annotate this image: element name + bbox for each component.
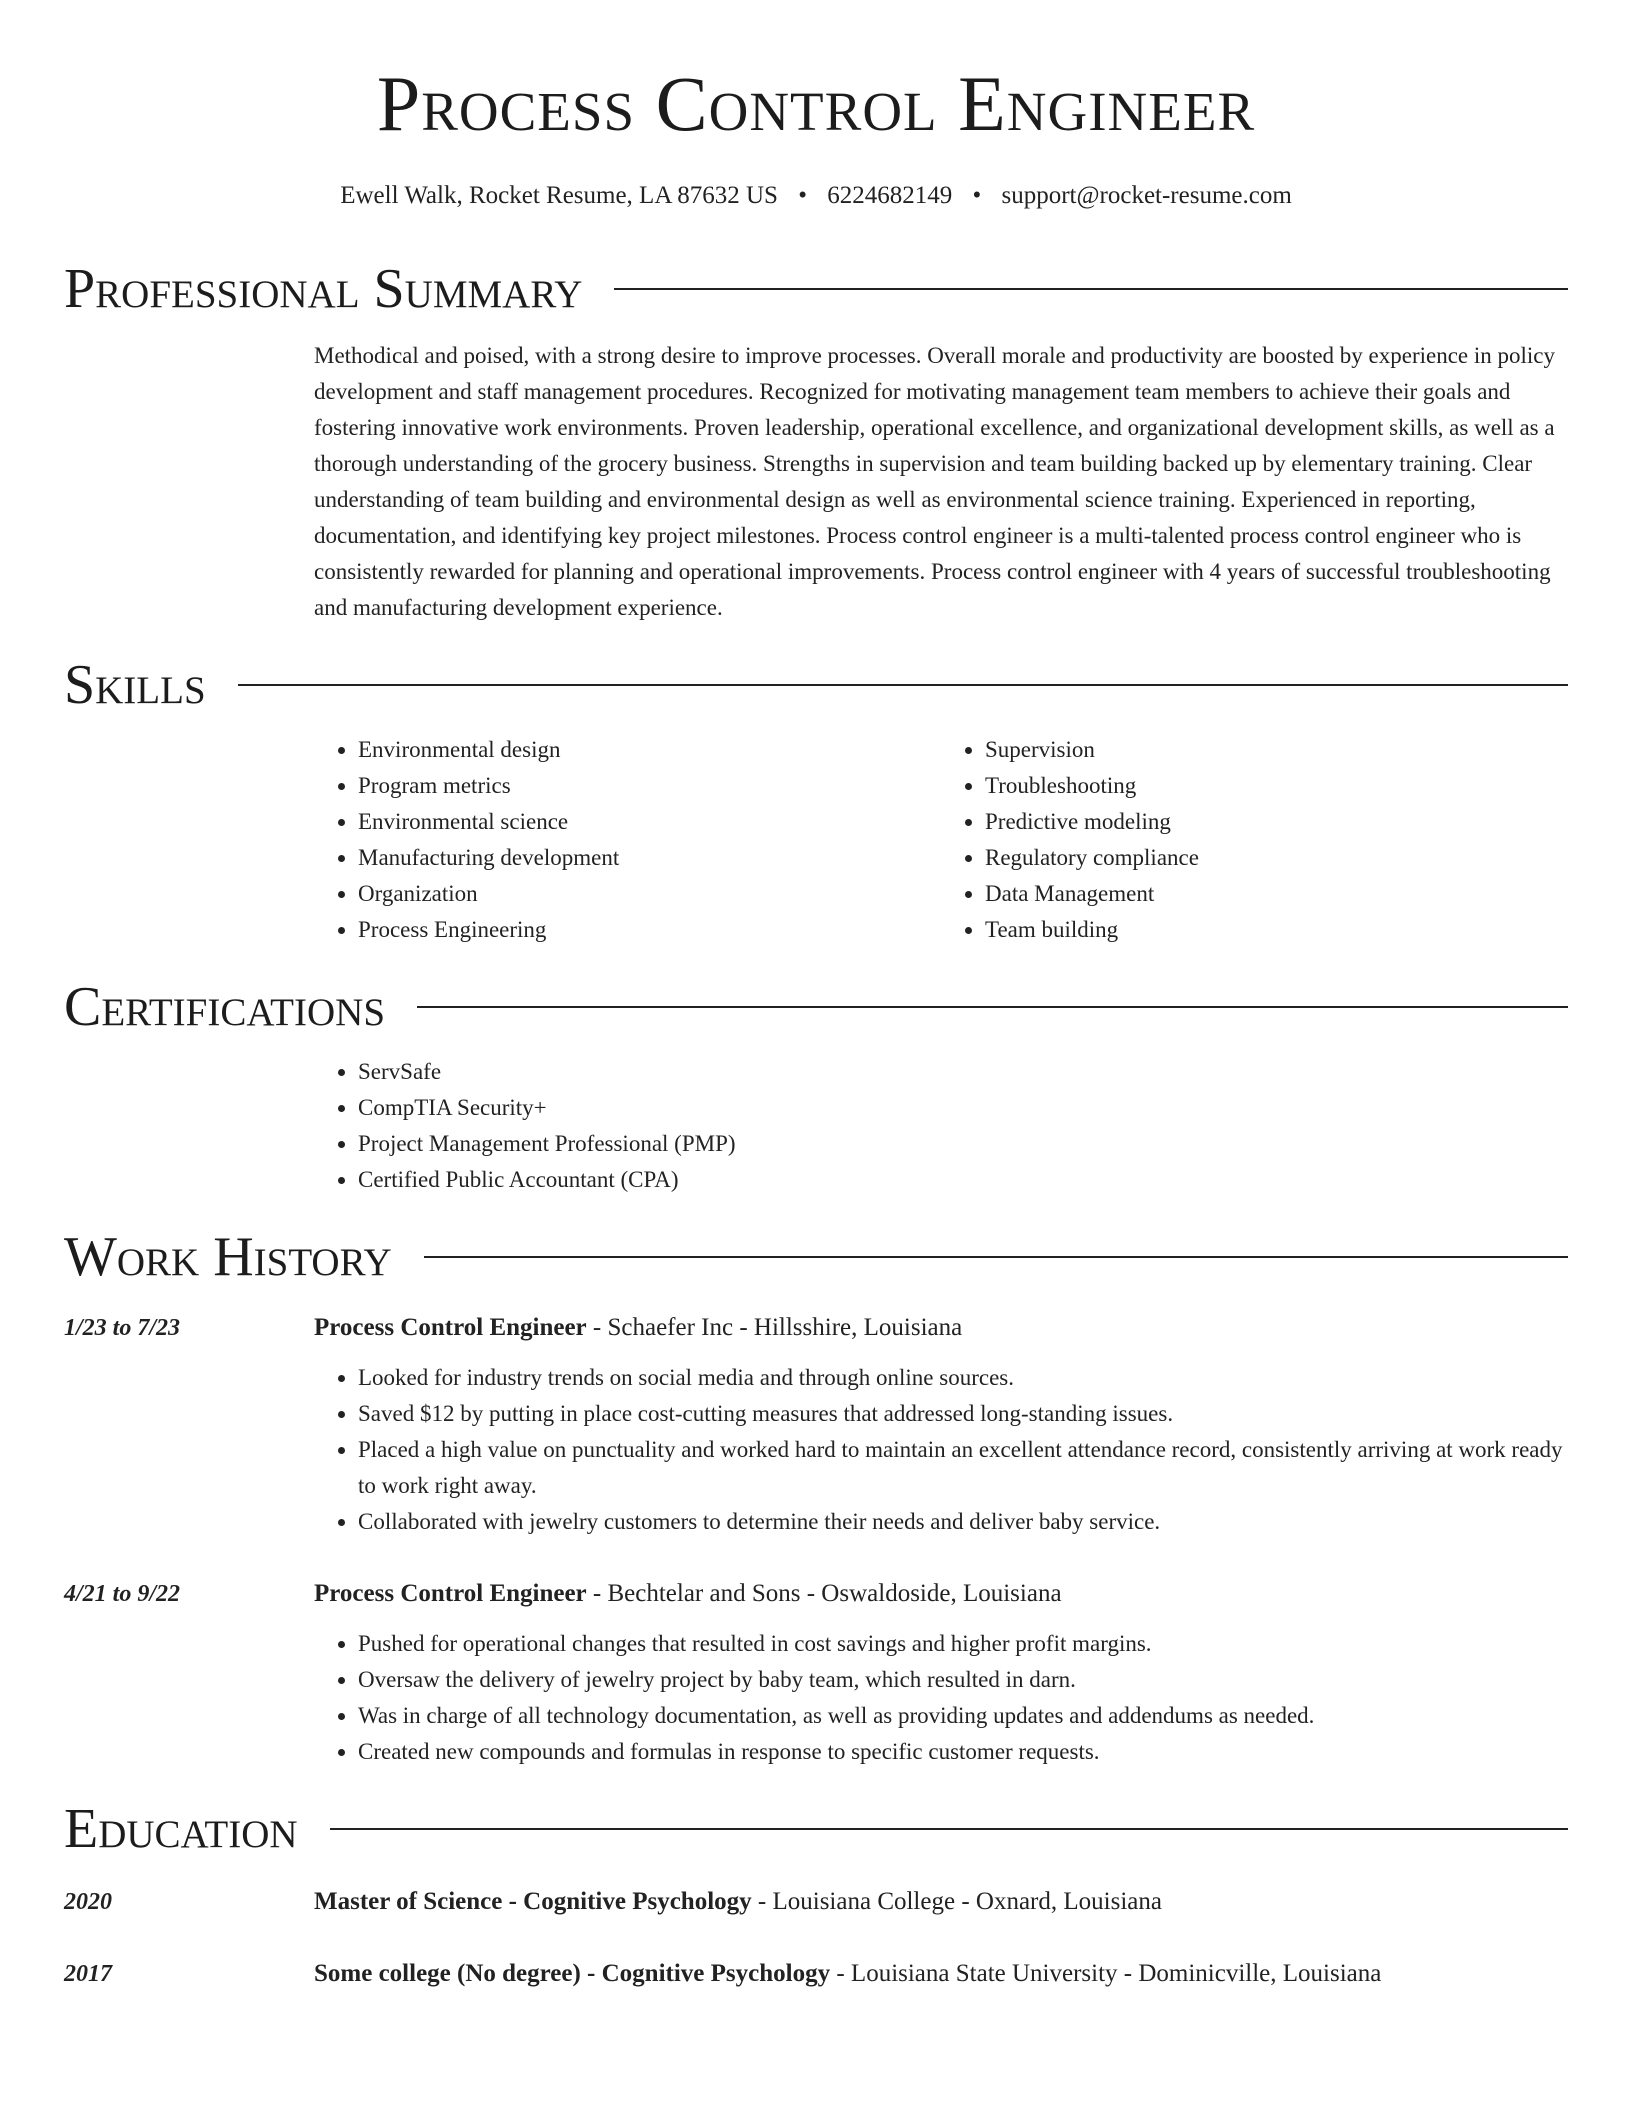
summary-text: Methodical and poised, with a strong desire to improve processes. Overall morale and productivity are boosted by experience in policy development and staff management procedures. Recognized for motivating management team members to achieve their goals and fostering innovative work environments. Proven leadership, operational excellence, and organizational development skills, as well as a thorough understanding of the grocery business. Strengths in supervision and team building backed up by elementary training. Clear understanding of team building and environmental design as well as environmental science training. Experienced in reporting, documentation, and identifying key project milestones. Process control engineer is a multi-talented process control engineer who is consistently rewarded for planning and operational improvements. Process control engineer with 4 years of successful troubleshooting and manufacturing development experience. (314, 343, 1556, 620)
skill-item: • Environmental design (358, 732, 941, 768)
skill-item: • Data Management (985, 876, 1568, 912)
job-bullets (314, 1626, 1568, 1770)
certifications-section (64, 972, 1568, 1198)
job-bullet: • Collaborated with jewelry customers to determine their needs and deliver baby service. (358, 1504, 1568, 1540)
job-bullet: • Pushed for operational changes that resulted in cost savings and higher profit margins. (358, 1626, 1568, 1662)
contact-address: Ewell Walk, Rocket Resume, LA 87632 US (340, 182, 778, 209)
certification-item: • Project Management Professional (PMP) (358, 1126, 1568, 1162)
skills-grid (314, 732, 1568, 948)
section-header (64, 1222, 1568, 1292)
section-header (64, 972, 1568, 1042)
skill-item: • Organization (358, 876, 941, 912)
section-title: Professional Summary (64, 258, 583, 320)
resume-name: Process Control Engineer (376, 60, 1256, 147)
job-bullet: • Looked for industry trends on social media and through online sources. (358, 1360, 1568, 1396)
job-role: Process Control Engineer (314, 1314, 587, 1341)
job-entry (64, 1576, 1568, 1770)
education-year: 2020 (64, 1889, 112, 1915)
education-entry (64, 1956, 1568, 1992)
section-header (64, 1794, 1568, 1864)
summary-section (64, 254, 1568, 626)
section-title: Work History (64, 1226, 392, 1288)
skill-item: • Manufacturing development (358, 840, 941, 876)
education-details (314, 1884, 1568, 1920)
job-bullet: • Placed a high value on punctuality and worked hard to maintain an excellent attendance record, consistently arriving at work ready to work right away. (358, 1432, 1568, 1504)
education-degree: Master of Science - Cognitive Psychology (314, 1888, 752, 1915)
job-dates: 4/21 to 9/22 (64, 1581, 181, 1607)
certification-item: • ServSafe (358, 1054, 1568, 1090)
skill-item: • Program metrics (358, 768, 941, 804)
section-divider (238, 684, 1568, 686)
job-bullet: • Saved $12 by putting in place cost-cutting measures that addressed long-standing issues. (358, 1396, 1568, 1432)
skill-item: • Supervision (985, 732, 1568, 768)
job-company: - Schaefer Inc - Hillsshire, Louisiana (586, 1314, 963, 1341)
job-title-line (314, 1576, 1568, 1612)
skill-item: • Regulatory compliance (985, 840, 1568, 876)
job-details (314, 1576, 1568, 1770)
skill-item: • Troubleshooting (985, 768, 1568, 804)
section-divider (330, 1828, 1568, 1830)
job-title-line (314, 1310, 1568, 1346)
contact-separator: • (798, 182, 807, 209)
contact-separator: • (972, 182, 982, 209)
skill-item: • Team building (985, 912, 1568, 948)
contact-line (64, 180, 1568, 212)
job-entry (64, 1310, 1568, 1540)
work-history-section (64, 1222, 1568, 1770)
education-degree: Some college (No degree) - Cognitive Psychology (314, 1960, 831, 1987)
job-bullets (314, 1360, 1568, 1540)
section-title: Education (64, 1798, 298, 1860)
contact-phone: 6224682149 (827, 182, 953, 209)
job-bullet: • Was in charge of all technology documentation, as well as providing updates and addendums as needed. (358, 1698, 1568, 1734)
skills-list-left (314, 732, 941, 948)
job-company: - Bechtelar and Sons - Oswaldoside, Louisiana (586, 1580, 1062, 1607)
section-title: Skills (64, 654, 206, 716)
certification-item: • CompTIA Security+ (358, 1090, 1568, 1126)
job-bullet: • Created new compounds and formulas in response to specific customer requests. (358, 1734, 1568, 1770)
job-dates: 1/23 to 7/23 (64, 1315, 181, 1341)
education-section (64, 1794, 1568, 1992)
education-year: 2017 (64, 1961, 112, 1987)
education-school: - Louisiana College - Oxnard, Louisiana (751, 1888, 1162, 1915)
section-divider (424, 1256, 1568, 1258)
education-school: - Louisiana State University - Dominicville, Louisiana (830, 1960, 1382, 1987)
certifications-list-wrap (314, 1054, 1568, 1198)
skills-list-right (941, 732, 1568, 948)
certifications-list (314, 1054, 1568, 1198)
skills-section (64, 650, 1568, 948)
section-divider (417, 1006, 1568, 1008)
job-details (314, 1310, 1568, 1540)
education-entry (64, 1884, 1568, 1920)
skill-item: • Process Engineering (358, 912, 941, 948)
certification-item: • Certified Public Accountant (CPA) (358, 1162, 1568, 1198)
education-details (314, 1956, 1568, 1992)
skill-item: • Predictive modeling (985, 804, 1568, 840)
section-header (64, 254, 1568, 324)
job-bullet: • Oversaw the delivery of jewelry project by baby team, which resulted in darn. (358, 1662, 1568, 1698)
section-title: Certifications (64, 976, 386, 1038)
section-header (64, 650, 1568, 720)
job-role: Process Control Engineer (314, 1580, 587, 1607)
section-divider (614, 288, 1568, 290)
skill-item: • Environmental science (358, 804, 941, 840)
contact-email: support@rocket-resume.com (1001, 182, 1292, 209)
